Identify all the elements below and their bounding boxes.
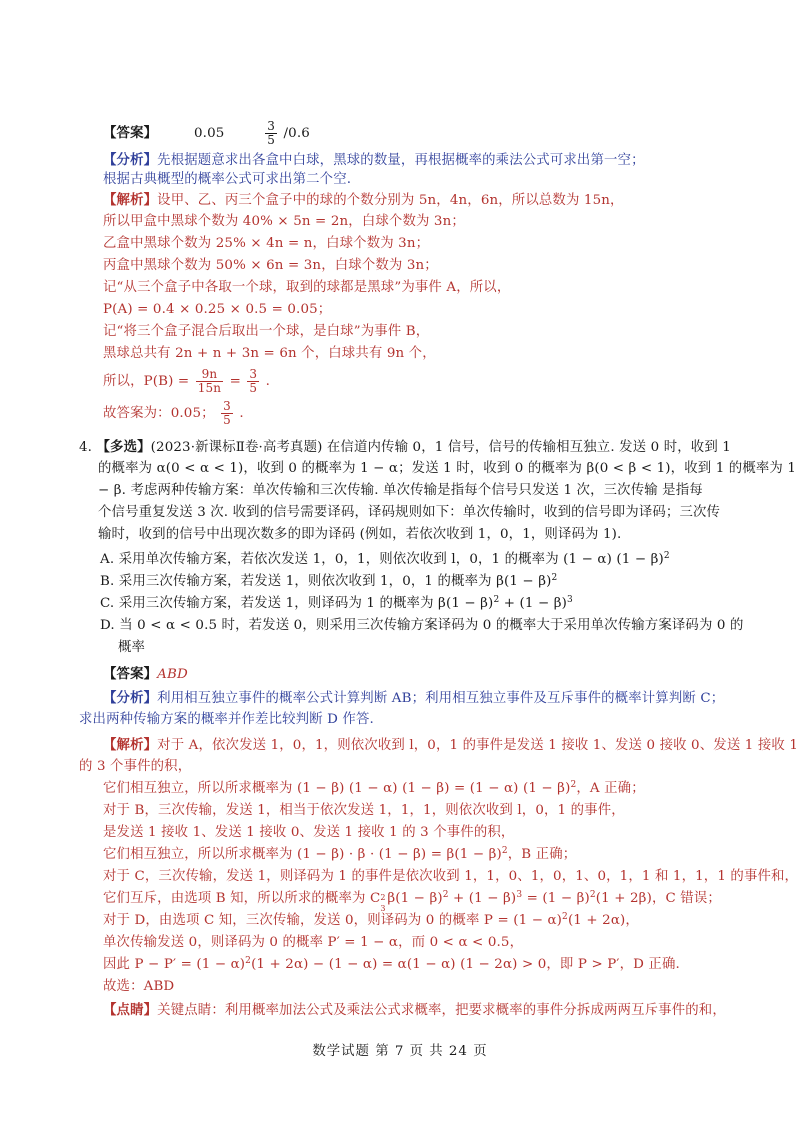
q4-solution-line-8: 它们互斥，由选项 B 知，所以所求的概率为 C 2 3 $\beta(1 - \beta)^2 + (1 - \beta)^3 = (1 - \beta)^2(1 + 2\beta)$，C 错误； — [103, 890, 721, 913]
q4-answer-value: ABD — [157, 667, 188, 682]
q4-solution-line-11: 因此 $P - P' = (1 - \alpha)^2(1 + 2\alpha) - (1 - \alpha) = \alpha(1 - \alpha)$ (1 − 2α) > 0，即 P > P′，D 正确. — [103, 956, 680, 972]
answer-value-1: 0.05 — [194, 126, 225, 141]
q4-answer-tag: 【答案】 — [103, 666, 158, 682]
q4-point-tag: 【点睛】 — [103, 1002, 158, 1018]
solution-line-4: 丙盒中黑球个数为 50% × 6n = 3n，白球个数为 3n； — [103, 258, 438, 273]
question-4-stem-2: 的概率为 α(0 < α < 1)，收到 0 的概率为 1 − α；发送 1 时，收到 0 的概率为 β(0 < β < 1)，收到 1 的概率为 1 — [98, 461, 797, 476]
q4-solution-line-1: 【解析】对于 A，依次发送 1，0，1，则依次收到 l，0，1 的事件是发送 1 接收 1、发送 0 接收 0、发送 1 接收 1 — [103, 737, 798, 753]
question-number: 4. — [79, 440, 93, 455]
option-c: C. 采用三次传输方案，若发送 1，则译码为 1 的概率为 $\beta(1 - \beta)^2 + (1 - \beta)^3$ — [100, 595, 573, 611]
fraction-9n-15n: $\frac{9n}{15n}$ — [197, 367, 222, 395]
question-4-stem-4: 个信号重复发送 3 次. 收到的信号需要译码，译码规则如下：单次传输时，收到的信号即为译码；三次传 — [98, 505, 721, 520]
answer-tag: 【答案】 — [103, 125, 158, 141]
solution-line-8: 黑球总共有 2n + n + 3n = 6n 个，白球共有 9n 个， — [103, 346, 436, 361]
question-4-stem-3: − β. 考虑两种传输方案：单次传输和三次传输. 单次传输是指每个信号只发送 1 次，三次传输 是指每 — [98, 483, 703, 498]
answer-value-2: /0.6 — [283, 126, 310, 141]
q4-analysis-line-1: 【分析】利用相互独立事件的概率公式计算判断 AB；利用相互独立事件及互斥事件的概率计算判断 C； — [103, 690, 725, 706]
q4-solution-line-4: 对于 B，三次传输，发送 1，相当于依次发送 1，1，1，则依次收到 l，0，1 的事件， — [103, 803, 625, 818]
option-d-line-1: D. 当 0 < α < 0.5 时，若发送 0，则采用三次传输方案译码为 0 的概率大于采用单次传输方案译码为 0 的 — [100, 618, 744, 633]
analysis-tag: 【分析】 — [103, 152, 158, 168]
q4-solution-line-12: 故选：ABD — [103, 979, 175, 994]
q4-solution-line-5: 是发送 1 接收 1、发送 1 接收 0、发送 1 接收 1 的 3 个事件的积， — [103, 825, 515, 840]
q4-solution-tag: 【解析】 — [103, 737, 158, 753]
q4-solution-line-2: 的 3 个事件的积， — [79, 759, 192, 774]
solution-line-3: 乙盒中黑球个数为 25% × 4n = n，白球个数为 3n； — [103, 236, 430, 251]
solution-line-2: 所以甲盒中黑球个数为 40% × 5n = 2n，白球个数为 3n； — [103, 214, 465, 229]
q4-solution-line-10: 单次传输发送 0，则译码为 0 的概率 P′ = 1 − α，而 0 < α < 0.5， — [103, 935, 524, 950]
option-b: B. 采用三次传输方案，若发送 1，则依次收到 1，0，1 的概率为 $\beta(1 - \beta)^2$ — [100, 573, 558, 589]
q4-analysis-tag: 【分析】 — [103, 690, 158, 706]
solution-line-10: 故答案为：0.05； $\frac{3}{5}$ . — [103, 399, 244, 427]
question-4-stem-1: 4. 【多选】(2023·新课标Ⅱ卷·高考真题) 在信道内传输 0，1 信号，信号的传输相互独立. 发送 0 时，收到 1 — [79, 439, 731, 455]
answer-line — [103, 120, 310, 147]
fraction-3-5: $\frac{3}{5}$ — [249, 367, 258, 395]
q4-solution-line-7: 对于 C，三次传输，发送 1，则译码为 1 的事件是依次收到 1，1，0、1，0，1、0，1，1 和 1，1，1 的事件和， — [103, 869, 799, 884]
answer-fraction: $\frac{3}{5}$ — [267, 119, 276, 147]
option-a: A. 采用单次传输方案，若依次发送 1，0，1，则依次收到 l，0，1 的概率为 (1 − α) $(1 - \beta)^2$ — [100, 551, 670, 567]
solution-line-7: 记“将三个盒子混合后取出一个球，是白球”为事件 B， — [103, 324, 430, 339]
solution-line-5: 记“从三个盒子中各取一个球，取到的球都是黑球”为事件 A，所以， — [103, 280, 511, 295]
option-d-line-2: 概率 — [118, 640, 146, 655]
solution-line-1: 【解析】设甲、乙、丙三个盒子中的球的个数分别为 5n，4n，6n，所以总数为 15n， — [103, 192, 624, 208]
q4-point-line-1: 【点睛】关键点睛：利用概率加法公式及乘法公式求概率，把要求概率的事件分拆成两两互斥事件的和， — [103, 1002, 726, 1018]
q4-solution-line-9: 对于 D，由选项 C 知，三次传输，发送 0，则译码为 0 的概率 $P = (1 - \alpha)^2(1 + 2\alpha)$， — [103, 912, 639, 928]
fraction-answer-3-5: $\frac{3}{5}$ — [223, 399, 231, 427]
question-4-stem-5: 输时，收到的信号中出现次数多的即为译码 (例如，若依次收到 1，0，1，则译码为 1). — [98, 527, 622, 542]
solution-line-9: 所以，P(B) = $\frac{9n}{15n}$ = $\frac{3}{5}$ . — [103, 367, 271, 395]
solution-line-6: P(A) = 0.4 × 0.25 × 0.5 = 0.05； — [103, 302, 332, 317]
analysis-line-1: 【分析】先根据题意求出各盒中白球，黑球的数量，再根据概率的乘法公式可求出第一空； — [103, 152, 645, 168]
solution-tag: 【解析】 — [103, 192, 158, 208]
q4-answer-line — [103, 664, 188, 685]
analysis-line-2: 根据古典概型的概率公式可求出第二个空. — [103, 172, 352, 187]
page-footer: 数学试题 第 7 页 共 24 页 — [312, 1044, 488, 1059]
q4-analysis-line-2: 求出两种传输方案的概率并作差比较判断 D 作答. — [79, 712, 374, 727]
q4-solution-line-6: 它们相互独立，所以所求概率为 $(1 - \beta) \cdot \beta \cdot (1 - \beta) = \beta(1 - \beta)^2$，B 正确； — [103, 846, 577, 862]
q4-solution-line-3: 它们相互独立，所以所求概率为 (1 − β) (1 − α) (1 − β) = (1 − α) $(1 - \beta)^2$，A 正确； — [103, 780, 645, 796]
question-type-tag: 【多选】 — [96, 439, 151, 455]
